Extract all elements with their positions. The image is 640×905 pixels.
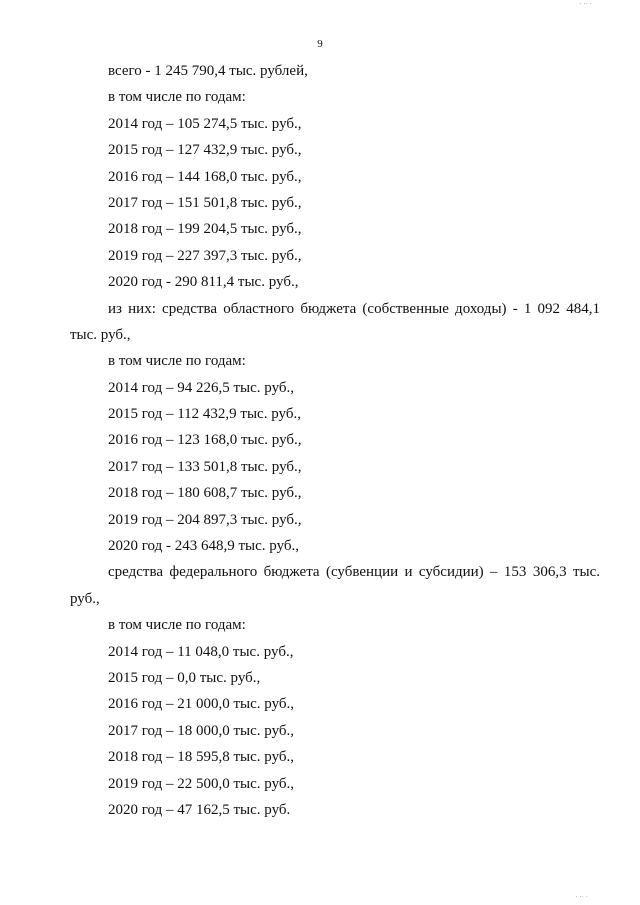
text-line: средства федерального бюджета (субвенции и субсидии) – 153 306,3 тыс.: [108, 564, 600, 581]
text-line: 2014 год – 105 274,5 тыс. руб.,: [108, 115, 302, 132]
text-line: 2014 год – 94 226,5 тыс. руб.,: [108, 379, 295, 396]
text-line: 2019 год – 227 397,3 тыс. руб.,: [108, 247, 302, 264]
text-line: руб.,: [70, 590, 100, 607]
text-line: 2017 год – 133 501,8 тыс. руб.,: [108, 458, 302, 475]
text-line: всего - 1 245 790,4 тыс. рублей,: [108, 63, 308, 79]
text-line: 2020 год - 243 648,9 тыс. руб.,: [108, 538, 300, 555]
text-line: в том числе по годам:: [108, 617, 246, 634]
text-line: 2017 год – 151 501,8 тыс. руб.,: [108, 194, 302, 211]
text-line: тыс. руб.,: [70, 326, 131, 343]
text-line: 2017 год – 18 000,0 тыс. руб.,: [108, 722, 295, 739]
text-line: 2018 год – 199 204,5 тыс. руб.,: [108, 221, 302, 238]
page-number: 9: [317, 38, 323, 50]
document-body: [70, 58, 600, 823]
text-line: в том числе по годам:: [108, 89, 246, 106]
text-line: 2018 год – 18 595,8 тыс. руб.,: [108, 749, 295, 766]
text-line: 2019 год – 204 897,3 тыс. руб.,: [108, 511, 302, 528]
text-line: 2019 год – 22 500,0 тыс. руб.,: [108, 775, 295, 792]
text-line: 2016 год – 21 000,0 тыс. руб.,: [108, 696, 295, 713]
text-line: 2015 год – 127 432,9 тыс. руб.,: [108, 142, 302, 159]
scan-mark-bottom: · ·· ·: [575, 893, 588, 901]
text-line: 2020 год - 290 811,4 тыс. руб.,: [108, 274, 299, 291]
text-line: 2016 год – 144 168,0 тыс. руб.,: [108, 168, 302, 185]
text-line: 2014 год – 11 048,0 тыс. руб.,: [108, 643, 294, 660]
text-line: 2018 год – 180 608,7 тыс. руб.,: [108, 485, 302, 502]
text-line: 2020 год – 47 162,5 тыс. руб.: [108, 801, 291, 818]
text-line: 2015 год – 0,0 тыс. руб.,: [108, 669, 261, 686]
scan-mark-top: · ·· ·: [579, 0, 592, 8]
text-line: 2015 год – 112 432,9 тыс. руб.,: [108, 406, 301, 423]
text-line: в том числе по годам:: [108, 353, 246, 370]
text-line: из них: средства областного бюджета (собственные доходы) - 1 092 484,1: [108, 300, 600, 317]
text-line: 2016 год – 123 168,0 тыс. руб.,: [108, 432, 302, 449]
